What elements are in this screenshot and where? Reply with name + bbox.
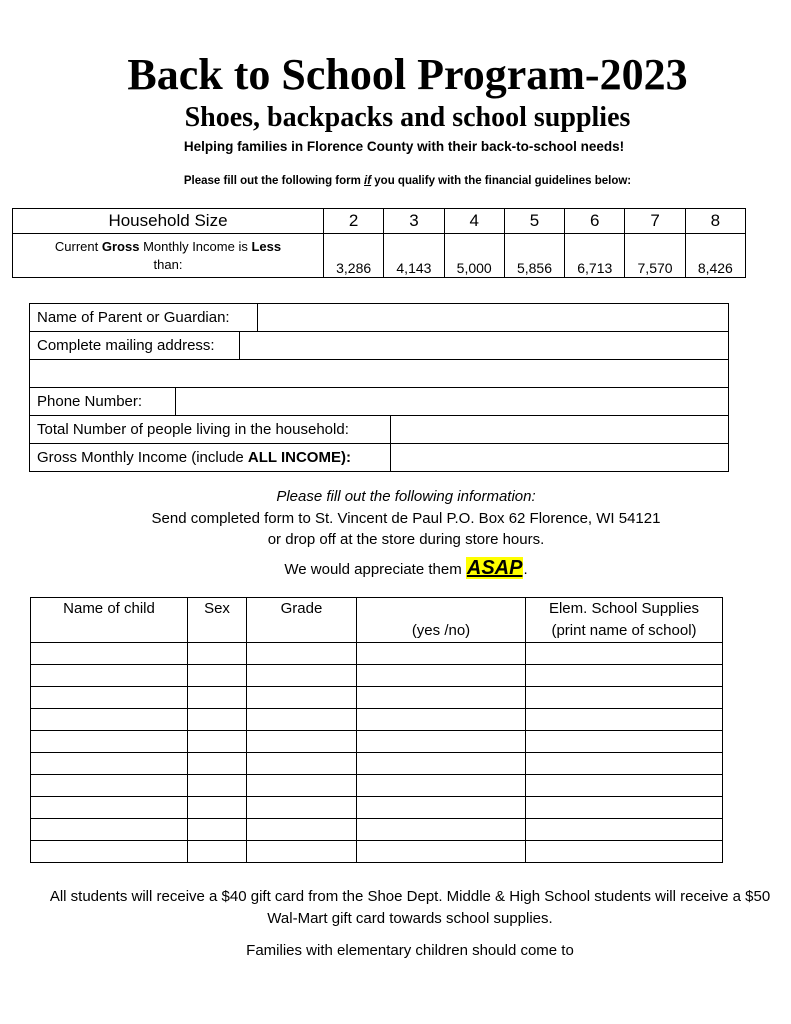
income-cell: 5,856 bbox=[504, 234, 564, 278]
gross-income-row[interactable] bbox=[30, 444, 728, 471]
col-sex: Sex bbox=[188, 598, 247, 643]
address-label: Complete mailing address: bbox=[30, 332, 240, 359]
income-cell: 6,713 bbox=[565, 234, 625, 278]
household-size-row bbox=[13, 209, 746, 234]
cell[interactable] bbox=[31, 753, 188, 775]
cell[interactable] bbox=[31, 709, 188, 731]
income-limit-row bbox=[13, 234, 746, 278]
fill-form-if: if bbox=[364, 175, 372, 187]
cell[interactable] bbox=[526, 753, 723, 775]
income-label-part: Current bbox=[54, 238, 102, 254]
table-row[interactable] bbox=[31, 731, 723, 753]
income-label-part: than: bbox=[153, 256, 183, 272]
cell[interactable] bbox=[357, 841, 526, 863]
cell[interactable] bbox=[188, 797, 247, 819]
cell[interactable] bbox=[188, 841, 247, 863]
income-label-part: Monthly Income is bbox=[139, 238, 252, 254]
table-row[interactable] bbox=[31, 753, 723, 775]
table-row[interactable] bbox=[31, 709, 723, 731]
cell[interactable] bbox=[357, 665, 526, 687]
col-yes-no: (yes /no) bbox=[357, 598, 526, 643]
gross-income-suffix: ): bbox=[340, 449, 351, 466]
size-cell: 2 bbox=[324, 209, 384, 234]
cell[interactable] bbox=[247, 687, 357, 709]
income-label-less: Less bbox=[251, 238, 282, 254]
table-row[interactable] bbox=[31, 665, 723, 687]
cell[interactable] bbox=[188, 731, 247, 753]
size-cell: 4 bbox=[444, 209, 504, 234]
table-row[interactable] bbox=[31, 797, 723, 819]
cell[interactable] bbox=[526, 643, 723, 665]
cell[interactable] bbox=[247, 643, 357, 665]
income-cell: 5,000 bbox=[444, 234, 504, 278]
col-child-name: Name of child bbox=[31, 598, 188, 643]
cell[interactable] bbox=[247, 775, 357, 797]
cell[interactable] bbox=[31, 687, 188, 709]
table-row[interactable] bbox=[31, 841, 723, 863]
cell[interactable] bbox=[31, 643, 188, 665]
address-row[interactable] bbox=[30, 332, 728, 360]
cell[interactable] bbox=[247, 841, 357, 863]
cell[interactable] bbox=[526, 841, 723, 863]
cell[interactable] bbox=[247, 797, 357, 819]
cell[interactable] bbox=[526, 775, 723, 797]
cell[interactable] bbox=[357, 731, 526, 753]
table-row[interactable] bbox=[31, 687, 723, 709]
address-continued-row[interactable] bbox=[30, 360, 728, 388]
cell[interactable] bbox=[188, 775, 247, 797]
size-cell: 7 bbox=[625, 209, 685, 234]
helping-text: Helping families in Florence County with their back-to-school needs! bbox=[183, 139, 625, 154]
size-cell: 5 bbox=[504, 209, 564, 234]
mailing-instructions: Send completed form to St. Vincent de Paul P.O. Box 62 Florence, WI 54121 bbox=[151, 510, 661, 527]
cell[interactable] bbox=[357, 709, 526, 731]
cell[interactable] bbox=[31, 731, 188, 753]
asap-prefix: We would appreciate them bbox=[284, 561, 466, 578]
phone-label: Phone Number: bbox=[30, 388, 176, 415]
asap-line bbox=[0, 555, 791, 583]
cell[interactable] bbox=[31, 775, 188, 797]
cell[interactable] bbox=[188, 665, 247, 687]
cell[interactable] bbox=[188, 753, 247, 775]
size-cell: 8 bbox=[685, 209, 745, 234]
instructions-heading: Please fill out the following information: bbox=[276, 488, 536, 505]
cell[interactable] bbox=[526, 687, 723, 709]
col-supplies-line2: (print name of school) bbox=[551, 622, 697, 639]
asap-suffix: . bbox=[523, 561, 528, 578]
size-cell: 3 bbox=[384, 209, 444, 234]
cell[interactable] bbox=[247, 819, 357, 841]
fill-form-suffix: you qualify with the financial guidelines below: bbox=[371, 175, 632, 187]
cell[interactable] bbox=[357, 797, 526, 819]
size-cell: 6 bbox=[565, 209, 625, 234]
col-supplies-line1: Elem. School Supplies bbox=[548, 600, 700, 617]
cell[interactable] bbox=[247, 753, 357, 775]
cell[interactable] bbox=[357, 775, 526, 797]
cell[interactable] bbox=[526, 709, 723, 731]
cell[interactable] bbox=[31, 841, 188, 863]
table-row[interactable] bbox=[31, 775, 723, 797]
cell[interactable] bbox=[188, 819, 247, 841]
cell[interactable] bbox=[526, 819, 723, 841]
income-limit-label bbox=[13, 234, 324, 278]
cell[interactable] bbox=[188, 643, 247, 665]
cell[interactable] bbox=[247, 709, 357, 731]
cell[interactable] bbox=[357, 643, 526, 665]
household-people-label: Total Number of people living in the household: bbox=[30, 416, 391, 443]
income-cell: 7,570 bbox=[625, 234, 685, 278]
phone-row[interactable] bbox=[30, 388, 728, 416]
gross-income-prefix: Gross Monthly Income (include bbox=[37, 449, 248, 466]
cell[interactable] bbox=[526, 665, 723, 687]
income-cell: 3,286 bbox=[324, 234, 384, 278]
cell[interactable] bbox=[31, 665, 188, 687]
income-cell: 4,143 bbox=[384, 234, 444, 278]
income-guidelines-table bbox=[12, 208, 746, 278]
cell[interactable] bbox=[188, 709, 247, 731]
household-size-label: Household Size bbox=[13, 209, 324, 234]
asap-highlight: ASAP bbox=[466, 557, 523, 579]
cell[interactable] bbox=[357, 819, 526, 841]
income-label-gross: Gross bbox=[101, 238, 140, 254]
children-table bbox=[30, 597, 723, 863]
parent-name-row[interactable] bbox=[30, 304, 728, 332]
parent-info-form bbox=[29, 303, 729, 472]
page-title: Back to School Program-2023 bbox=[127, 50, 688, 99]
cell[interactable] bbox=[357, 687, 526, 709]
cell[interactable] bbox=[31, 797, 188, 819]
parent-name-label: Name of Parent or Guardian: bbox=[30, 304, 258, 331]
fill-form-prefix: Please fill out the following form bbox=[183, 175, 365, 187]
cell[interactable] bbox=[31, 819, 188, 841]
gift-card-note: All students will receive a $40 gift card from the Shoe Dept. Middle & High School students will receive a $50 Wal-Mart gift card towards school supplies. bbox=[49, 888, 771, 927]
col-school-supplies bbox=[526, 598, 723, 643]
children-table-header bbox=[31, 598, 723, 643]
page-subtitle: Shoes, backpacks and school supplies bbox=[184, 102, 631, 133]
cell[interactable] bbox=[526, 731, 723, 753]
table-row[interactable] bbox=[31, 819, 723, 841]
income-cell: 8,426 bbox=[685, 234, 745, 278]
elementary-note: Families with elementary children should come to bbox=[246, 942, 574, 959]
dropoff-instructions: or drop off at the store during store hours. bbox=[267, 531, 545, 548]
col-grade: Grade bbox=[247, 598, 357, 643]
cell[interactable] bbox=[526, 797, 723, 819]
household-people-row[interactable] bbox=[30, 416, 728, 444]
cell[interactable] bbox=[247, 665, 357, 687]
cell[interactable] bbox=[188, 687, 247, 709]
table-row[interactable] bbox=[31, 643, 723, 665]
cell[interactable] bbox=[357, 753, 526, 775]
gross-income-bold: ALL INCOME bbox=[247, 449, 341, 466]
fill-form-note bbox=[0, 174, 791, 188]
gross-income-label bbox=[30, 444, 391, 471]
cell[interactable] bbox=[247, 731, 357, 753]
